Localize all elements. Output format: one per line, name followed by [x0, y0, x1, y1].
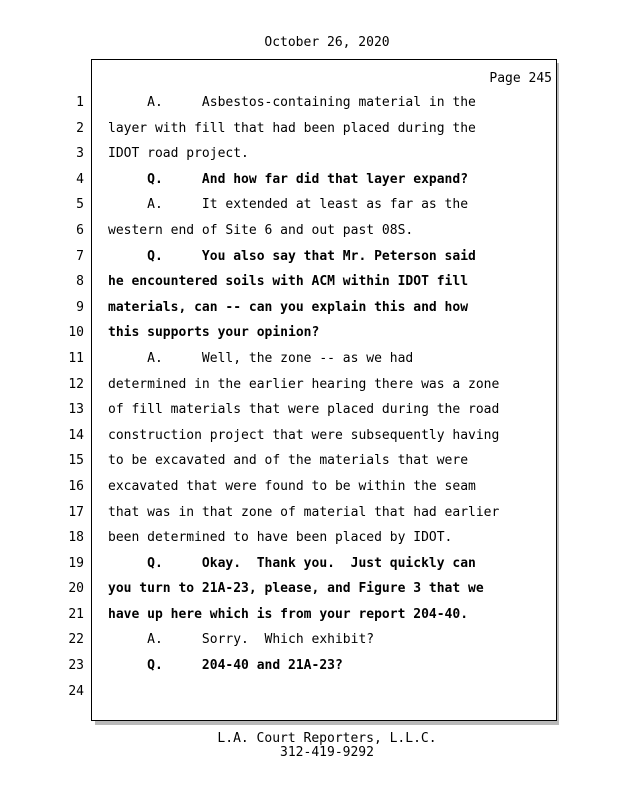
court-reporter-phone: 312-419-9292 — [280, 745, 374, 760]
transcript-line: IDOT road project. — [108, 146, 249, 162]
transcript-line: he encountered soils with ACM within IDOT fill — [108, 274, 469, 290]
line-number: 17 — [68, 504, 84, 520]
transcript-line: western end of Site 6 and out past 08S. — [108, 222, 414, 238]
line-number: 6 — [76, 222, 84, 238]
court-reporter-company: L.A. Court Reporters, L.L.C. — [217, 731, 437, 746]
transcript-line: determined in the earlier hearing there was a zone — [108, 376, 500, 392]
transcript-line: A. Well, the zone -- as we had — [108, 350, 414, 366]
line-number: 11 — [68, 350, 84, 366]
line-number: 15 — [68, 453, 84, 469]
transcript-line: A. It extended at least as far as the — [108, 197, 469, 213]
line-number: 3 — [76, 146, 84, 162]
transcript-line: you turn to 21A-23, please, and Figure 3 that we — [108, 581, 484, 597]
transcript-line: that was in that zone of material that had earlier — [108, 504, 500, 520]
page-number: Page 245 — [489, 71, 552, 86]
transcript-line: Q. And how far did that layer expand? — [108, 171, 469, 187]
transcript-line: A. Asbestos-containing material in the — [108, 95, 476, 110]
line-number: 14 — [68, 427, 84, 443]
transcript-date: October 26, 2020 — [264, 35, 390, 50]
line-number: 22 — [68, 632, 84, 648]
line-number: 16 — [68, 478, 84, 494]
transcript-line: A. Sorry. Which exhibit? — [108, 632, 375, 648]
transcript-line: construction project that were subsequently having — [108, 427, 500, 443]
line-number: 18 — [68, 530, 84, 546]
transcript-line: Q. You also say that Mr. Peterson said — [108, 248, 476, 264]
transcript-line: been determined to have been placed by IDOT. — [108, 530, 453, 546]
line-number: 1 — [76, 95, 84, 110]
transcript-line: Q. 204-40 and 21A-23? — [108, 658, 343, 674]
transcript-line: have up here which is from your report 204-40. — [108, 606, 469, 622]
transcript-line: layer with fill that had been placed during the — [108, 120, 476, 136]
footer — [0, 732, 618, 760]
line-number: 2 — [76, 120, 84, 136]
line-number: 10 — [68, 325, 84, 341]
line-number: 21 — [68, 606, 84, 622]
transcript-line — [108, 679, 548, 705]
line-number: 12 — [68, 376, 84, 392]
line-number: 9 — [76, 299, 84, 315]
line-number: 8 — [76, 274, 84, 290]
line-number: 4 — [76, 171, 84, 187]
transcript-line: to be excavated and of the materials that were — [108, 453, 469, 469]
line-number-column — [0, 90, 84, 704]
transcript-body — [108, 90, 548, 704]
transcript-line: excavated that were found to be within the seam — [108, 478, 476, 494]
transcript-line: materials, can -- can you explain this and how — [108, 299, 469, 315]
transcript-line: of fill materials that were placed during the road — [108, 402, 500, 418]
line-number: 5 — [76, 197, 84, 213]
line-number: 23 — [68, 658, 84, 674]
transcript-line: this supports your opinion? — [108, 325, 320, 341]
line-number: 13 — [68, 402, 84, 418]
transcript-line: Q. Okay. Thank you. Just quickly can — [108, 555, 476, 571]
line-number: 20 — [68, 581, 84, 597]
line-number: 24 — [68, 683, 84, 699]
line-number: 19 — [68, 555, 84, 571]
line-number: 7 — [76, 248, 84, 264]
